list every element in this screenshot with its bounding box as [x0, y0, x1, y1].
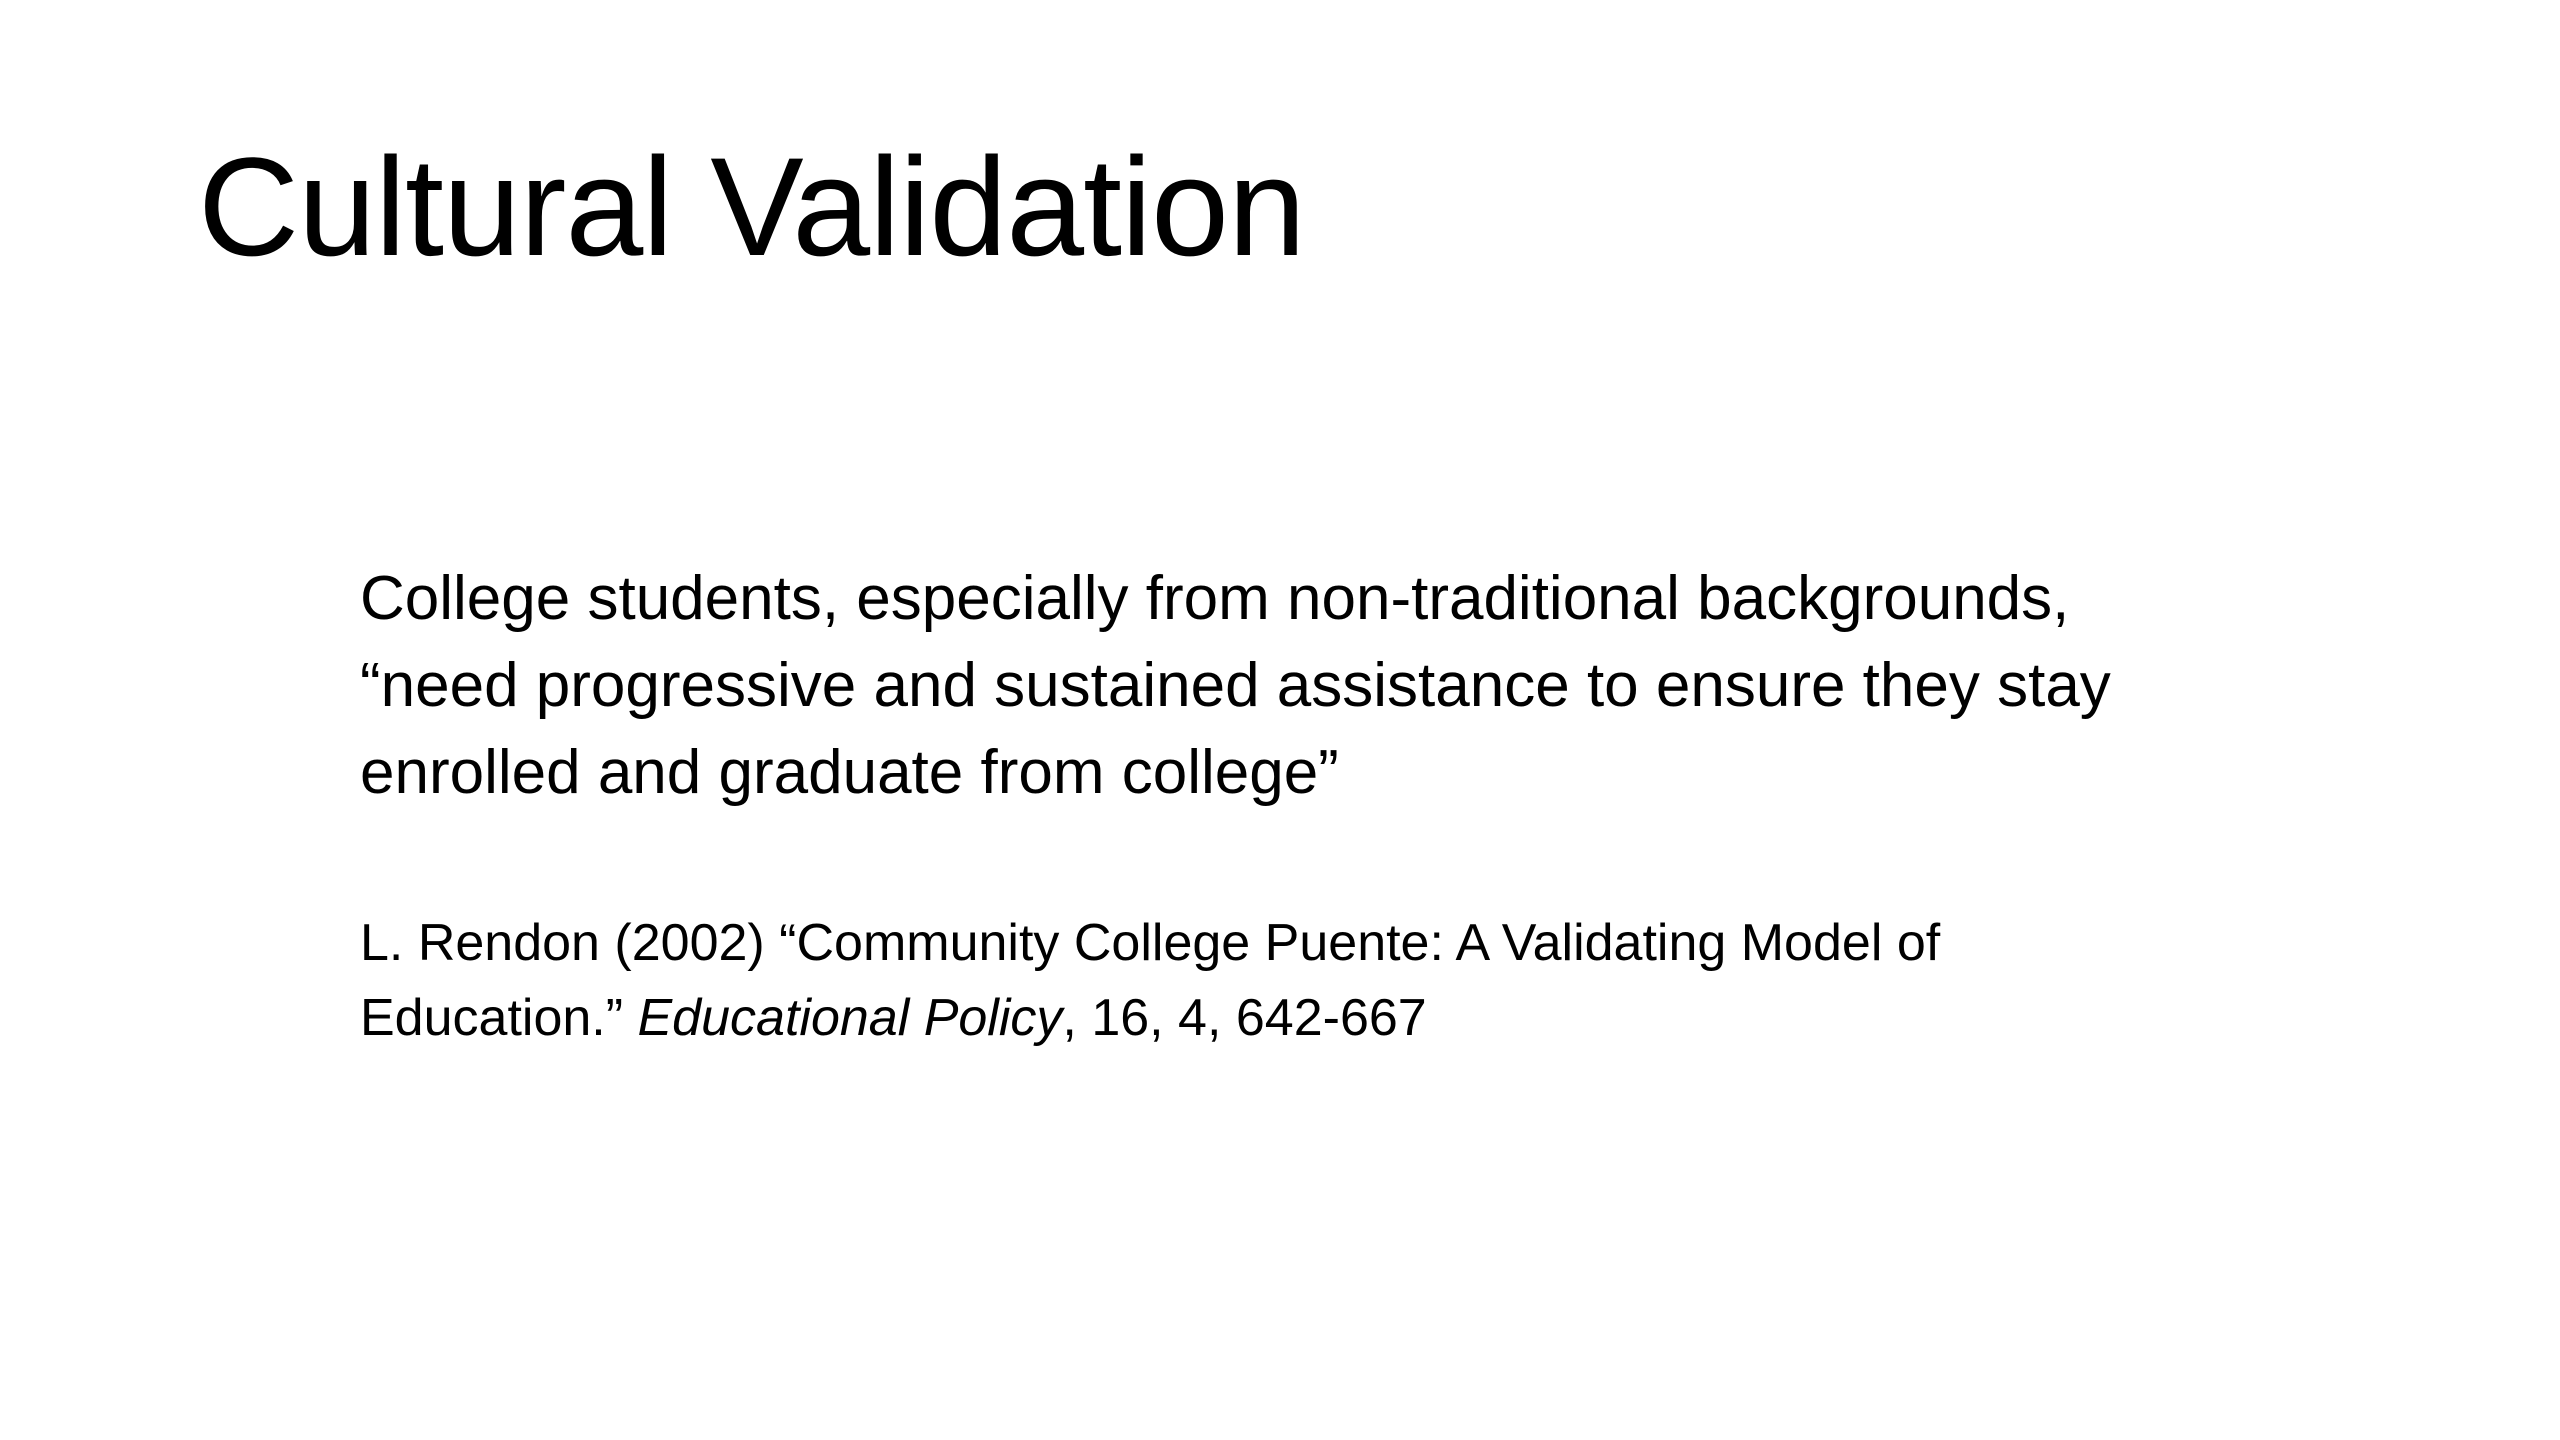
citation	[360, 906, 2310, 1056]
quote-line-2: “need progressive and sustained assistance to ensure they stay	[360, 651, 2111, 720]
citation-line-1: L. Rendon (2002) “Community College Puente: A Validating Model of	[360, 914, 1941, 972]
quote-line-1: College students, especially from non-traditional backgrounds,	[360, 564, 2070, 633]
citation-details: , 16, 4, 642-667	[1062, 989, 1427, 1047]
quote-line-3: enrolled and graduate from college”	[360, 738, 1339, 807]
slide-body	[360, 555, 2310, 1056]
citation-prefix: Education.”	[360, 989, 638, 1047]
citation-journal: Educational Policy	[637, 989, 1063, 1047]
slide-title: Cultural Validation	[198, 128, 1305, 285]
quote-text	[360, 555, 2310, 816]
